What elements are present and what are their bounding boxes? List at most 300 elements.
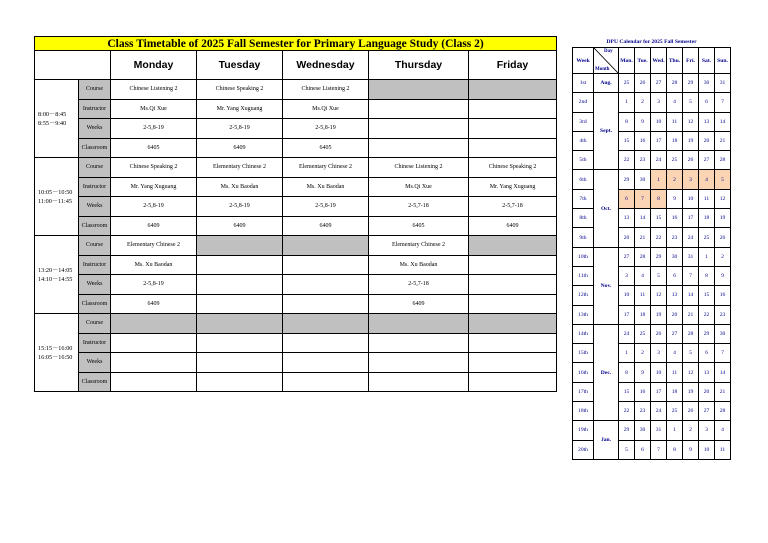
timetable-cell	[469, 255, 557, 275]
timetable-cell	[369, 333, 469, 353]
timetable-cell	[197, 236, 283, 256]
calendar-day: 3	[619, 266, 635, 285]
timetable-cell: 2-5,8-19	[111, 197, 197, 217]
week-number: 19th	[573, 421, 594, 440]
calendar-day: 12	[683, 363, 699, 382]
timetable-cell: 2-5,7-18	[369, 197, 469, 217]
timetable-cell	[469, 372, 557, 392]
calendar-day: 13	[699, 112, 715, 131]
calendar-day: 19	[715, 209, 731, 228]
time-slot	[35, 80, 79, 158]
calendar-day: 19	[651, 305, 667, 324]
month-cell: Oct.	[594, 170, 619, 247]
corner-cell	[35, 51, 111, 80]
calendar-day: 28	[715, 402, 731, 421]
calendar-day: 2	[715, 247, 731, 266]
calendar-day: 7	[715, 344, 731, 363]
timetable-cell: Chinese Listening 2	[369, 158, 469, 178]
calendar-day: 27	[699, 402, 715, 421]
timetable-cell	[283, 353, 369, 373]
time-start-range: 15:15－16:00	[38, 344, 73, 352]
calendar-day: 24	[651, 402, 667, 421]
timetable-cell	[111, 314, 197, 334]
time-slot	[35, 236, 79, 314]
calendar-week-row	[573, 74, 731, 93]
timetable-cell: Mr. Yang Xuguang	[469, 177, 557, 197]
timetable-cell	[197, 275, 283, 295]
timetable-cell	[283, 314, 369, 334]
calendar-day: 15	[619, 131, 635, 150]
timetable-row	[35, 372, 557, 392]
timetable-cell: 6409	[369, 294, 469, 314]
calendar-day: 29	[683, 74, 699, 93]
calendar-day: 31	[683, 247, 699, 266]
calendar-day: 24	[651, 151, 667, 170]
timetable-cell	[197, 255, 283, 275]
timetable-cell	[197, 353, 283, 373]
weekday-header: Tue.	[635, 48, 651, 74]
month-cell: Sept.	[594, 93, 619, 170]
week-number: 20th	[573, 440, 594, 459]
calendar-day: 24	[619, 324, 635, 343]
month-cell: Aug.	[594, 74, 619, 93]
calendar-day: 7	[635, 189, 651, 208]
calendar-day: 27	[699, 151, 715, 170]
day-header-thursday: Thursday	[369, 51, 469, 80]
calendar-day: 1	[699, 247, 715, 266]
timetable-cell	[283, 275, 369, 295]
calendar-day: 17	[651, 131, 667, 150]
timetable-row	[35, 353, 557, 373]
timetable-title: Class Timetable of 2025 Fall Semester for Primary Language Study (Class 2)	[35, 37, 557, 51]
month-cell: Dec.	[594, 324, 619, 420]
calendar-day: 17	[619, 305, 635, 324]
timetable-cell: 2-5,8-19	[111, 275, 197, 295]
day-month-header	[594, 48, 619, 74]
timetable-cell: 2-5,7-18	[469, 197, 557, 217]
timetable-cell	[197, 294, 283, 314]
weekday-header: Fri.	[683, 48, 699, 74]
calendar-day: 1	[619, 344, 635, 363]
day-header-friday: Friday	[469, 51, 557, 80]
calendar-day: 20	[699, 131, 715, 150]
calendar-day: 7	[715, 93, 731, 112]
timetable-cell: Ms. Xu Baodan	[369, 255, 469, 275]
calendar-day: 11	[715, 440, 731, 459]
calendar-day: 23	[715, 305, 731, 324]
row-label-weeks: Weeks	[79, 197, 111, 217]
calendar-day: 26	[635, 74, 651, 93]
timetable-row	[35, 216, 557, 236]
week-number: 15th	[573, 344, 594, 363]
calendar-day: 11	[635, 286, 651, 305]
timetable-cell	[111, 353, 197, 373]
timetable-row	[35, 314, 557, 334]
calendar-day: 6	[699, 93, 715, 112]
timetable-row	[35, 255, 557, 275]
calendar-day: 10	[651, 363, 667, 382]
week-header: Week	[573, 48, 594, 74]
calendar-day: 5	[619, 440, 635, 459]
timetable-cell: Ms. Xu Baodan	[197, 177, 283, 197]
calendar-day: 2	[635, 344, 651, 363]
timetable-cell	[469, 275, 557, 295]
calendar-day: 13	[667, 286, 683, 305]
timetable-cell: 2-5,8-19	[283, 197, 369, 217]
calendar-day: 6	[699, 344, 715, 363]
calendar-day: 5	[683, 93, 699, 112]
calendar-day: 15	[699, 286, 715, 305]
calendar-week-row	[573, 93, 731, 112]
calendar-day: 4	[635, 266, 651, 285]
calendar-day: 31	[651, 421, 667, 440]
timetable-cell	[469, 294, 557, 314]
day-label: Day	[604, 49, 613, 54]
calendar-day: 3	[651, 344, 667, 363]
timetable-cell: Elementary Chinese 2	[369, 236, 469, 256]
time-start-range: 8:00－8:45	[38, 110, 67, 118]
calendar-day: 18	[635, 305, 651, 324]
weekday-header: Wed.	[651, 48, 667, 74]
calendar-day: 21	[635, 228, 651, 247]
calendar-day: 12	[651, 286, 667, 305]
week-number: 5th	[573, 151, 594, 170]
day-header-wednesday: Wednesday	[283, 51, 369, 80]
timetable-cell: 2-5,8-19	[111, 119, 197, 139]
calendar-day: 25	[619, 74, 635, 93]
timetable-row	[35, 236, 557, 256]
calendar-day: 12	[715, 189, 731, 208]
timetable-cell	[283, 236, 369, 256]
week-number: 16th	[573, 363, 594, 382]
calendar-day: 25	[667, 402, 683, 421]
calendar-day: 22	[619, 151, 635, 170]
day-header-tuesday: Tuesday	[197, 51, 283, 80]
calendar-day: 5	[683, 344, 699, 363]
calendar-day: 27	[667, 324, 683, 343]
calendar-day: 30	[715, 324, 731, 343]
calendar-day: 26	[651, 324, 667, 343]
calendar-day: 20	[699, 382, 715, 401]
calendar-day: 27	[651, 74, 667, 93]
calendar-day: 12	[683, 112, 699, 131]
calendar-day: 9	[635, 112, 651, 131]
calendar-day: 17	[651, 382, 667, 401]
timetable-cell	[469, 333, 557, 353]
week-number: 8th	[573, 209, 594, 228]
time-start-range: 13:20－14:05	[38, 266, 73, 274]
timetable-cell: 6405	[283, 138, 369, 158]
calendar-day: 3	[699, 421, 715, 440]
calendar-day: 25	[699, 228, 715, 247]
calendar-day: 8	[619, 363, 635, 382]
row-label-classroom: Classroom	[79, 138, 111, 158]
calendar-day: 30	[635, 170, 651, 189]
timetable-cell	[369, 138, 469, 158]
timetable-cell	[369, 372, 469, 392]
calendar-day: 28	[635, 247, 651, 266]
row-label-course: Course	[79, 236, 111, 256]
calendar-day: 28	[683, 324, 699, 343]
calendar-day: 29	[651, 247, 667, 266]
row-label-course: Course	[79, 80, 111, 100]
timetable-row	[35, 138, 557, 158]
calendar-day: 2	[667, 170, 683, 189]
timetable-cell	[469, 236, 557, 256]
time-start-range: 10:05－10:50	[38, 188, 73, 196]
calendar-day: 13	[619, 209, 635, 228]
calendar-day: 9	[715, 266, 731, 285]
calendar-day: 18	[667, 382, 683, 401]
row-label-instructor: Instructor	[79, 255, 111, 275]
timetable-cell	[283, 294, 369, 314]
timetable-cell: Ms.Qi Xue	[369, 177, 469, 197]
calendar-day: 31	[715, 74, 731, 93]
calendar-day: 16	[635, 131, 651, 150]
calendar-day: 2	[683, 421, 699, 440]
time-end-range: 14:10－14:55	[38, 275, 73, 283]
timetable-cell	[283, 255, 369, 275]
calendar-day: 2	[635, 93, 651, 112]
week-number: 1st	[573, 74, 594, 93]
calendar-day: 1	[667, 421, 683, 440]
row-label-course: Course	[79, 158, 111, 178]
calendar-day: 4	[715, 421, 731, 440]
timetable	[34, 36, 557, 392]
timetable-row	[35, 275, 557, 295]
month-cell: Nov.	[594, 247, 619, 324]
timetable-cell	[111, 372, 197, 392]
timetable-cell: 6409	[111, 216, 197, 236]
timetable-cell: 6409	[111, 294, 197, 314]
timetable-row	[35, 80, 557, 100]
calendar-day: 19	[683, 382, 699, 401]
calendar-day: 22	[619, 402, 635, 421]
row-label-course: Course	[79, 314, 111, 334]
calendar-week-row	[573, 421, 731, 440]
timetable-cell: Elementary Chinese 2	[111, 236, 197, 256]
calendar-week-row	[573, 170, 731, 189]
calendar-day: 17	[683, 209, 699, 228]
timetable-row	[35, 197, 557, 217]
timetable-row	[35, 294, 557, 314]
week-number: 3rd	[573, 112, 594, 131]
calendar-day: 26	[683, 151, 699, 170]
calendar-day: 6	[635, 440, 651, 459]
weekday-header: Thu.	[667, 48, 683, 74]
row-label-classroom: Classroom	[79, 216, 111, 236]
weekday-header: Sun.	[715, 48, 731, 74]
calendar-day: 29	[699, 324, 715, 343]
calendar-day: 15	[651, 209, 667, 228]
timetable-cell	[369, 80, 469, 100]
calendar-day: 8	[699, 266, 715, 285]
calendar-day: 23	[667, 228, 683, 247]
calendar-day: 11	[667, 363, 683, 382]
timetable-cell	[469, 138, 557, 158]
calendar-day: 14	[715, 363, 731, 382]
timetable-cell	[197, 333, 283, 353]
week-number: 9th	[573, 228, 594, 247]
calendar-day: 7	[683, 266, 699, 285]
calendar-day: 28	[667, 74, 683, 93]
month-cell: Jan.	[594, 421, 619, 460]
timetable-cell	[283, 372, 369, 392]
calendar-day: 21	[715, 131, 731, 150]
timetable-cell: Mr. Yang Xuguang	[197, 99, 283, 119]
timetable-cell: Elementary Chinese 2	[197, 158, 283, 178]
calendar-day: 16	[667, 209, 683, 228]
timetable-cell: 2-5,8-19	[197, 119, 283, 139]
calendar-day: 7	[651, 440, 667, 459]
calendar-week-row	[573, 324, 731, 343]
timetable-cell: 6409	[197, 216, 283, 236]
row-label-classroom: Classroom	[79, 294, 111, 314]
timetable-cell	[469, 119, 557, 139]
calendar-day: 23	[635, 151, 651, 170]
calendar-day: 30	[635, 421, 651, 440]
calendar-day: 9	[683, 440, 699, 459]
calendar-day: 4	[699, 170, 715, 189]
row-label-instructor: Instructor	[79, 177, 111, 197]
timetable-row	[35, 333, 557, 353]
week-number: 18th	[573, 402, 594, 421]
calendar-day: 3	[683, 170, 699, 189]
row-label-instructor: Instructor	[79, 99, 111, 119]
calendar-day: 11	[667, 112, 683, 131]
timetable-row	[35, 158, 557, 178]
calendar-day: 10	[683, 189, 699, 208]
calendar-day: 25	[667, 151, 683, 170]
timetable-cell: 6405	[111, 138, 197, 158]
calendar-day: 22	[651, 228, 667, 247]
calendar-day: 27	[619, 247, 635, 266]
timetable-cell: 6409	[283, 216, 369, 236]
timetable-row	[35, 99, 557, 119]
calendar-day: 6	[619, 189, 635, 208]
calendar-day: 6	[667, 266, 683, 285]
calendar-day: 5	[651, 266, 667, 285]
calendar-day: 8	[667, 440, 683, 459]
calendar-day: 16	[715, 286, 731, 305]
calendar-day: 16	[635, 382, 651, 401]
calendar-day: 8	[651, 189, 667, 208]
calendar-title: DPU Calendar for 2025 Fall Semester	[606, 38, 697, 45]
calendar-day: 28	[715, 151, 731, 170]
row-label-classroom: Classroom	[79, 372, 111, 392]
timetable-cell: Elementary Chinese 2	[283, 158, 369, 178]
timetable-cell: Mr. Yang Xuguang	[111, 177, 197, 197]
row-label-instructor: Instructor	[79, 333, 111, 353]
calendar-day: 30	[699, 74, 715, 93]
timetable-cell	[197, 314, 283, 334]
month-label: Month	[595, 67, 610, 72]
timetable-cell	[369, 314, 469, 334]
timetable-cell	[197, 372, 283, 392]
timetable-cell: Ms. Xu Baodan	[283, 177, 369, 197]
timetable-cell	[369, 99, 469, 119]
timetable-row	[35, 119, 557, 139]
calendar-day: 23	[635, 402, 651, 421]
time-slot	[35, 314, 79, 392]
calendar-day: 20	[619, 228, 635, 247]
calendar-day: 29	[619, 170, 635, 189]
week-number: 13th	[573, 305, 594, 324]
calendar-day: 18	[667, 131, 683, 150]
calendar-day: 24	[683, 228, 699, 247]
calendar-day: 5	[715, 170, 731, 189]
calendar-day: 18	[699, 209, 715, 228]
calendar-day: 14	[715, 112, 731, 131]
calendar-day: 29	[619, 421, 635, 440]
calendar-day: 13	[699, 363, 715, 382]
timetable-cell: Chinese Listening 2	[111, 80, 197, 100]
timetable-cell: Ms. Xu Baodan	[111, 255, 197, 275]
calendar-day: 14	[683, 286, 699, 305]
calendar-day: 10	[651, 112, 667, 131]
calendar-day: 26	[683, 402, 699, 421]
week-number: 6th	[573, 170, 594, 189]
row-label-weeks: Weeks	[79, 353, 111, 373]
calendar-day: 21	[683, 305, 699, 324]
timetable-cell: 6405	[369, 216, 469, 236]
timetable-cell	[469, 99, 557, 119]
time-end-range: 16:05－16:50	[38, 353, 73, 361]
calendar-day: 25	[635, 324, 651, 343]
semester-calendar	[572, 36, 731, 460]
week-number: 14th	[573, 324, 594, 343]
timetable-cell: Chinese Listening 2	[283, 80, 369, 100]
calendar-day: 30	[667, 247, 683, 266]
timetable-cell: Ms.Qi Xue	[283, 99, 369, 119]
week-number: 11th	[573, 266, 594, 285]
week-number: 4th	[573, 131, 594, 150]
timetable-row	[35, 177, 557, 197]
timetable-cell: 6409	[197, 138, 283, 158]
timetable-cell	[469, 353, 557, 373]
timetable-cell: Ms.Qi Xue	[111, 99, 197, 119]
week-number: 2nd	[573, 93, 594, 112]
calendar-day: 10	[699, 440, 715, 459]
week-number: 12th	[573, 286, 594, 305]
timetable-cell: 2-5,7-18	[369, 275, 469, 295]
timetable-cell: 6409	[469, 216, 557, 236]
calendar-day: 3	[651, 93, 667, 112]
weekday-header: Sat.	[699, 48, 715, 74]
week-number: 7th	[573, 189, 594, 208]
calendar-day: 26	[715, 228, 731, 247]
weekday-header: Mon.	[619, 48, 635, 74]
calendar-day: 9	[667, 189, 683, 208]
calendar-day: 21	[715, 382, 731, 401]
timetable-cell: Chinese Speaking 2	[469, 158, 557, 178]
timetable-cell	[283, 333, 369, 353]
calendar-day: 11	[699, 189, 715, 208]
day-header-monday: Monday	[111, 51, 197, 80]
calendar-week-row	[573, 247, 731, 266]
calendar-day: 22	[699, 305, 715, 324]
calendar-day: 4	[667, 93, 683, 112]
calendar-day: 1	[651, 170, 667, 189]
timetable-cell	[469, 314, 557, 334]
calendar-day: 9	[635, 363, 651, 382]
week-number: 17th	[573, 382, 594, 401]
row-label-weeks: Weeks	[79, 275, 111, 295]
calendar-day: 15	[619, 382, 635, 401]
timetable-cell: 2-5,8-19	[283, 119, 369, 139]
timetable-cell	[369, 353, 469, 373]
time-end-range: 11:00－11:45	[38, 197, 72, 205]
